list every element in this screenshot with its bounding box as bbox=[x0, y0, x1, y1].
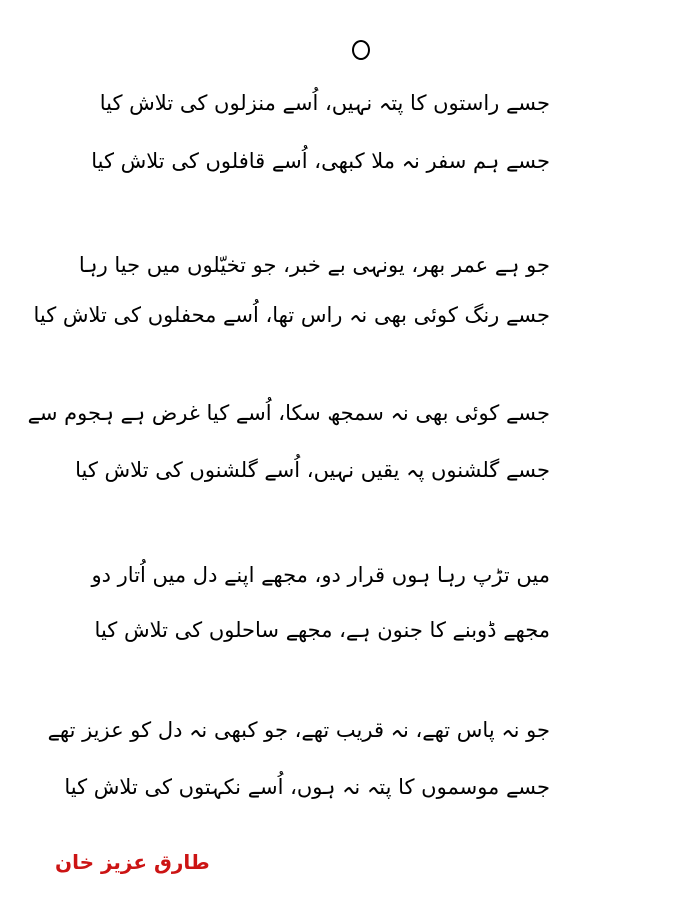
poem-line: جو نہ پاس تھے، نہ قریب تھے، جو کبھی نہ دل کو عزیز تھے bbox=[47, 718, 550, 742]
poem-line: مجھے ڈوبنے کا جنون ہے، مجھے ساحلوں کی تلاش کیا bbox=[94, 618, 550, 642]
poem-line: جسے کوئی بھی نہ سمجھ سکا، اُسے کیا غرض ہے ہجوم سے bbox=[27, 401, 550, 425]
poem-line: میں تڑپ رہا ہوں قرار دو، مجھے اپنے دل میں اُتار دو bbox=[91, 563, 550, 587]
circle-marker-icon bbox=[352, 40, 370, 60]
poem-line: جسے موسموں کا پتہ نہ ہوں، اُسے نکہتوں کی تلاش کیا bbox=[64, 775, 550, 799]
poem-line: جو ہے عمر بھر، یونہی بے خبر، جو تخیّلوں میں جیا رہا bbox=[78, 253, 550, 277]
poem-line: جسے رنگ کوئی بھی نہ راس تھا، اُسے محفلوں کی تلاش کیا bbox=[33, 303, 550, 327]
poet-signature: طارق عزیز خان bbox=[55, 850, 210, 874]
poem-line: جسے گلشنوں پہ یقیں نہیں، اُسے گلشنوں کی تلاش کیا bbox=[75, 458, 550, 482]
poem-line: جسے ہم سفر نہ ملا کبھی، اُسے قافلوں کی تلاش کیا bbox=[91, 149, 550, 173]
poem-line: جسے راستوں کا پتہ نہیں، اُسے منزلوں کی تلاش کیا bbox=[99, 91, 550, 115]
